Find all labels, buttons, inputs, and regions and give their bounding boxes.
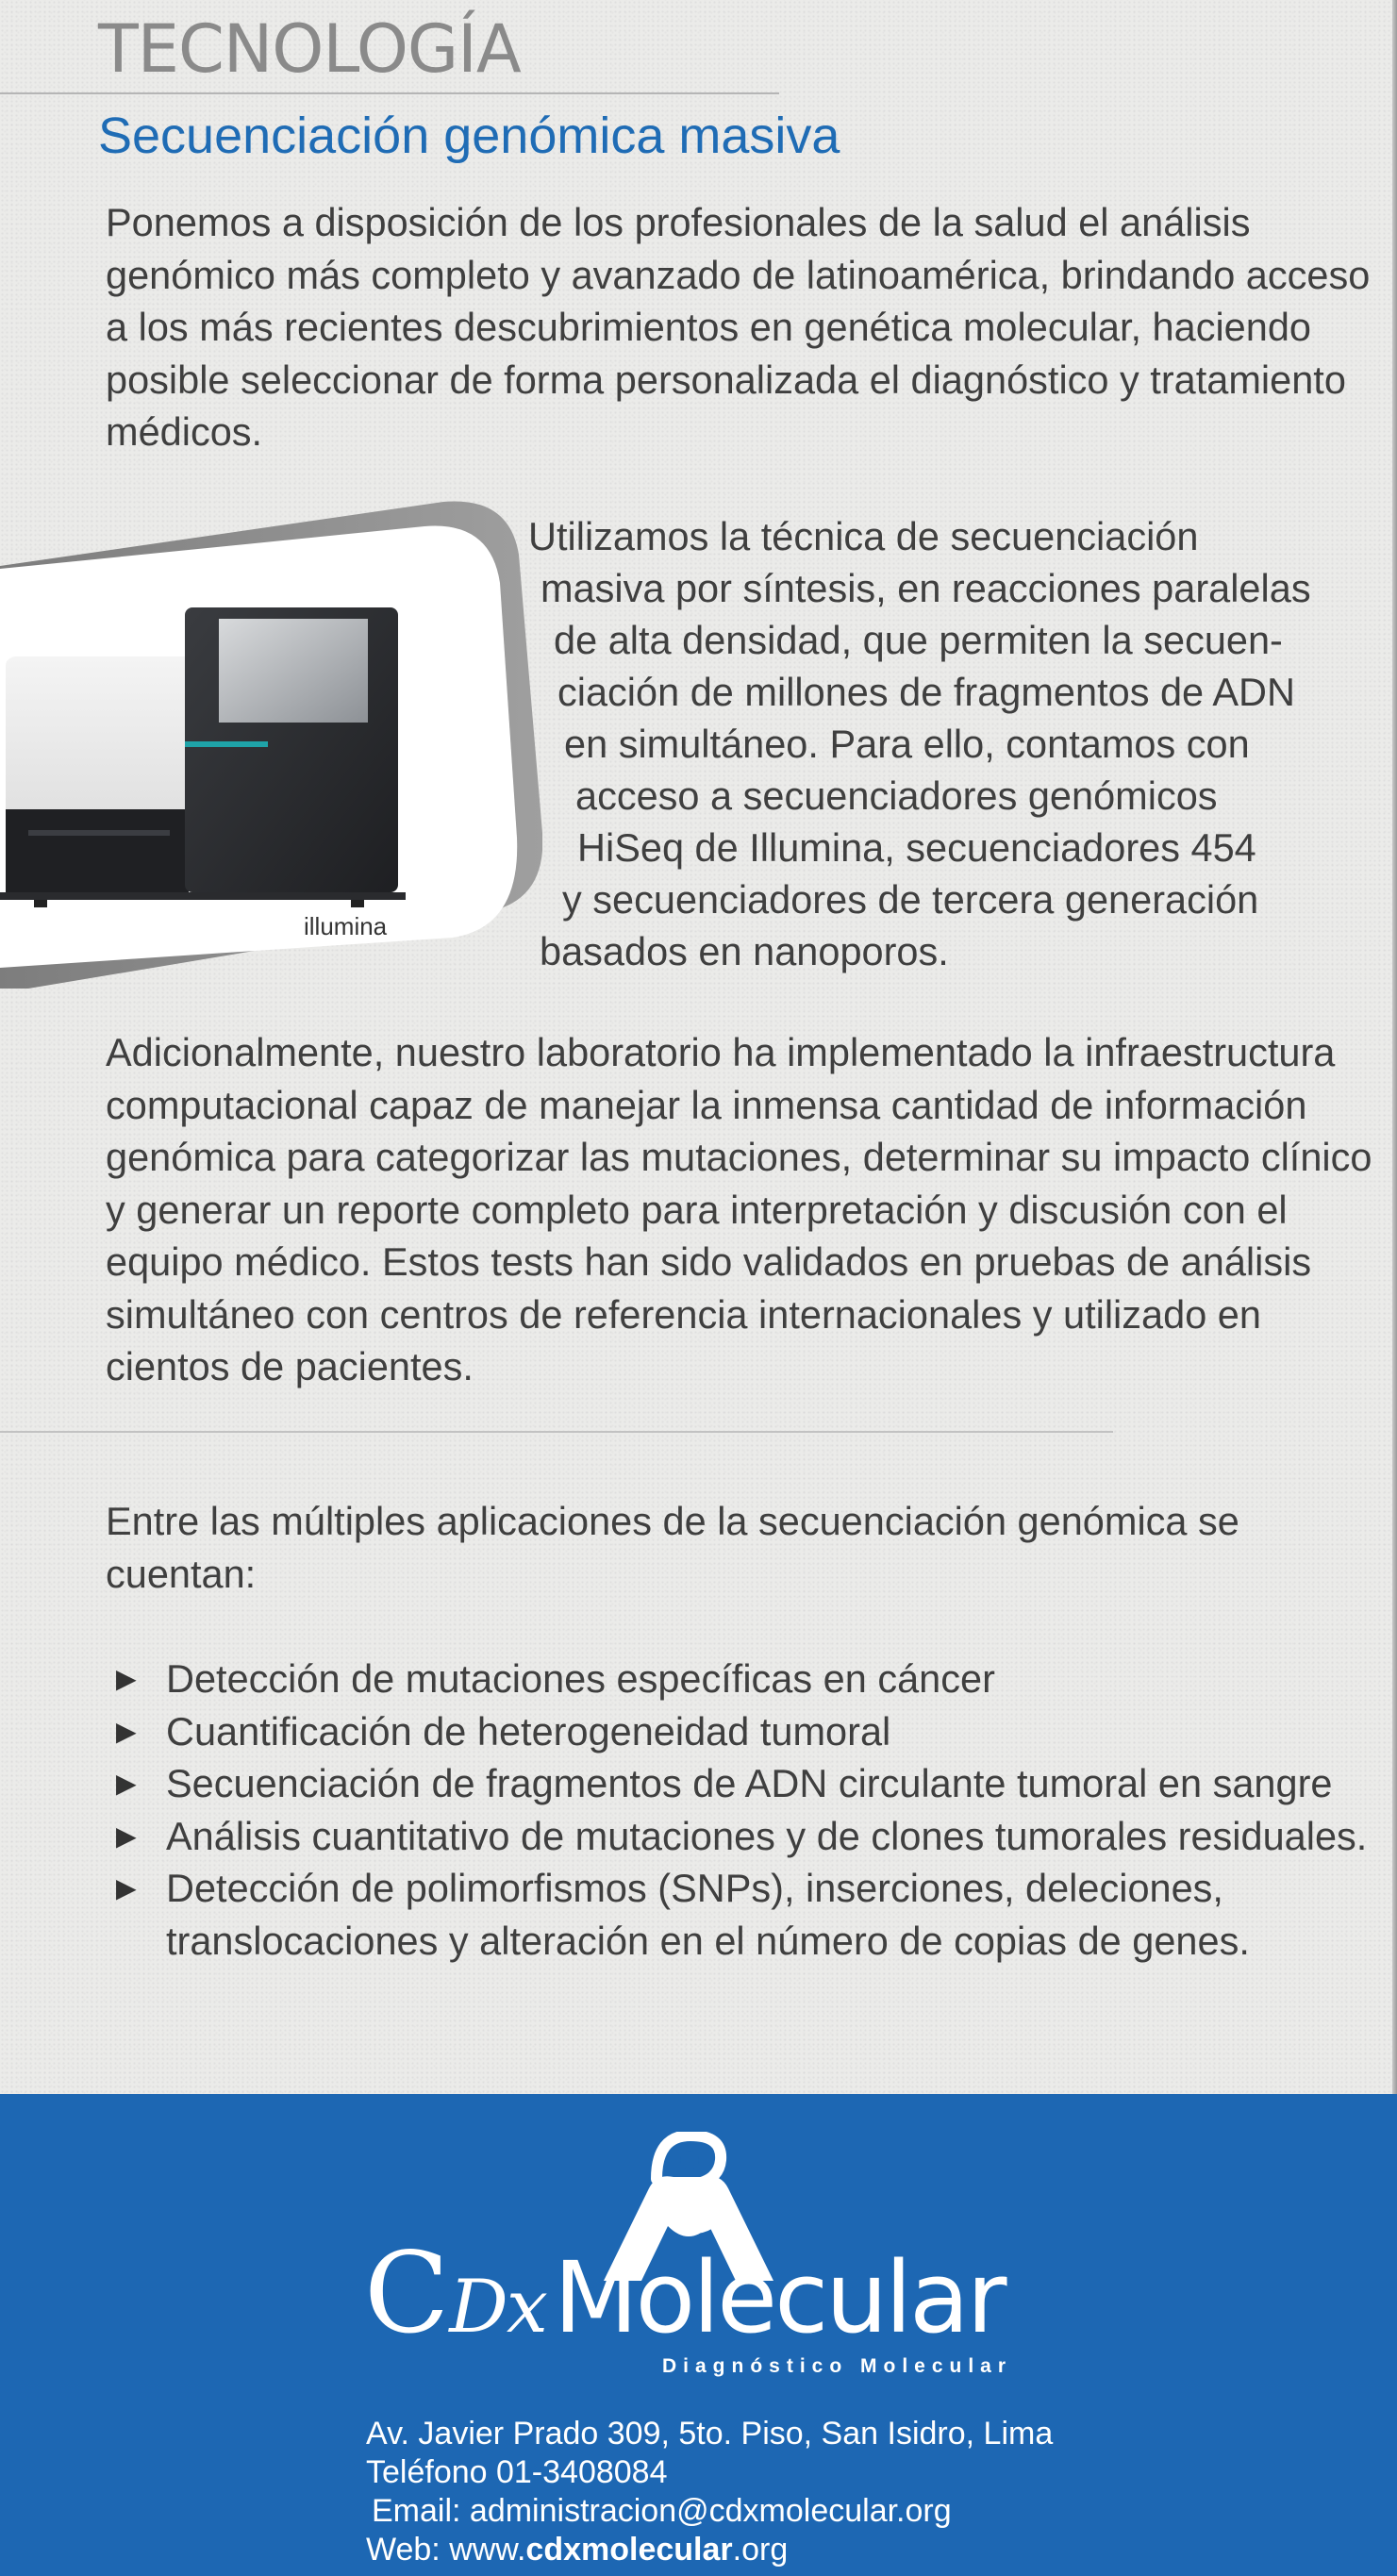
- contact-email[interactable]: Email: administracion@cdxmolecular.org: [372, 2493, 952, 2529]
- section-label: TECNOLOGÍA: [98, 10, 521, 88]
- sequencer-photo: [0, 498, 542, 989]
- list-item: ► Análisis cuantitativo de mutaciones y de clones tumorales residuales.: [109, 1810, 1397, 1863]
- applications-list: [109, 1653, 1397, 1967]
- bullet-arrow-icon: ►: [109, 1816, 143, 1855]
- technique-line: ciación de millones de fragmentos de ADN: [557, 670, 1295, 714]
- brand-logotype: [364, 2228, 1005, 2358]
- technique-line: HiSeq de Illumina, secuenciadores 454: [577, 825, 1256, 870]
- list-item: ► Secuenciación de fragmentos de ADN circulante tumoral en sangre: [109, 1757, 1397, 1810]
- contact-address: Av. Javier Prado 309, 5to. Piso, San Isidro, Lima: [366, 2416, 1054, 2451]
- infrastructure-paragraph: Adicionalmente, nuestro laboratorio ha implementado la infraestructura computacional capaz de manejar la inmensa cantidad de información genómica para categorizar las mutaciones, determinar su impacto clínico y generar un reporte completo para interpretación y discusión con el equipo médico. Estos tests han sido validados en pruebas de análisis simultáneo con centros de referencia internacionales y utilizado en cientos de pacientes.: [106, 1030, 1372, 1388]
- technique-line: acceso a secuenciadores genómicos: [575, 773, 1218, 818]
- footer: [0, 2094, 1397, 2576]
- applications-intro: Entre las múltiples aplicaciones de la secuenciación genómica se cuentan:: [106, 1499, 1239, 1596]
- technique-line: y secuenciadores de tercera generación: [562, 877, 1259, 922]
- page-title: Secuenciación genómica masiva: [98, 108, 840, 164]
- intro-paragraph: Ponemos a disposición de los profesionales de la salud el análisis genómico más completo y avanzado de latinoamérica, brindando acceso a los más recientes descubrimientos en genética molecular, haciendo posible seleccionar de forma personalizada el diagnóstico y tratamiento médicos.: [106, 200, 1371, 454]
- machine-accent-stripe: [185, 741, 268, 747]
- technique-line: basados en nanoporos.: [540, 929, 949, 973]
- section-divider: [0, 1431, 1113, 1433]
- list-item: ► Detección de mutaciones específicas en cáncer: [109, 1653, 1397, 1705]
- machine-tray: [6, 809, 189, 894]
- brand-dx: Dx: [449, 2265, 546, 2350]
- technique-line: en simultáneo. Para ello, contamos con: [564, 722, 1250, 766]
- image-caption: illumina: [304, 912, 388, 940]
- brand-c: C: [364, 2228, 450, 2358]
- technique-line: de alta densidad, que permiten la secuen-: [554, 618, 1283, 662]
- machine-screen: [219, 619, 368, 723]
- bullet-arrow-icon: ►: [109, 1711, 143, 1751]
- web-domain-bold: cdxmolecular: [525, 2532, 733, 2568]
- brand-molecular: Molecular: [553, 2240, 1005, 2355]
- bullet-arrow-icon: ►: [109, 1659, 143, 1698]
- technique-line: Utilizamos la técnica de secuenciación: [528, 514, 1199, 558]
- contact-web[interactable]: Web: www.cdxmolecular.org: [366, 2532, 789, 2568]
- list-item: ► Cuantificación de heterogeneidad tumoral: [109, 1705, 1397, 1758]
- machine-base: [0, 892, 406, 900]
- brand-tagline: Diagnóstico Molecular: [662, 2355, 1013, 2377]
- bullet-arrow-icon: ►: [109, 1869, 143, 1907]
- contact-phone: Teléfono 01-3408084: [366, 2454, 668, 2490]
- technique-line: masiva por síntesis, en reacciones paralelas: [541, 566, 1311, 610]
- top-divider: [0, 92, 779, 94]
- machine-tray-slot: [28, 830, 170, 836]
- bullet-arrow-icon: ►: [109, 1764, 143, 1803]
- list-item: ► Detección de polimorfismos (SNPs), inserciones, deleciones, translocaciones y alteración en el número de copias de genes.: [109, 1862, 1397, 1967]
